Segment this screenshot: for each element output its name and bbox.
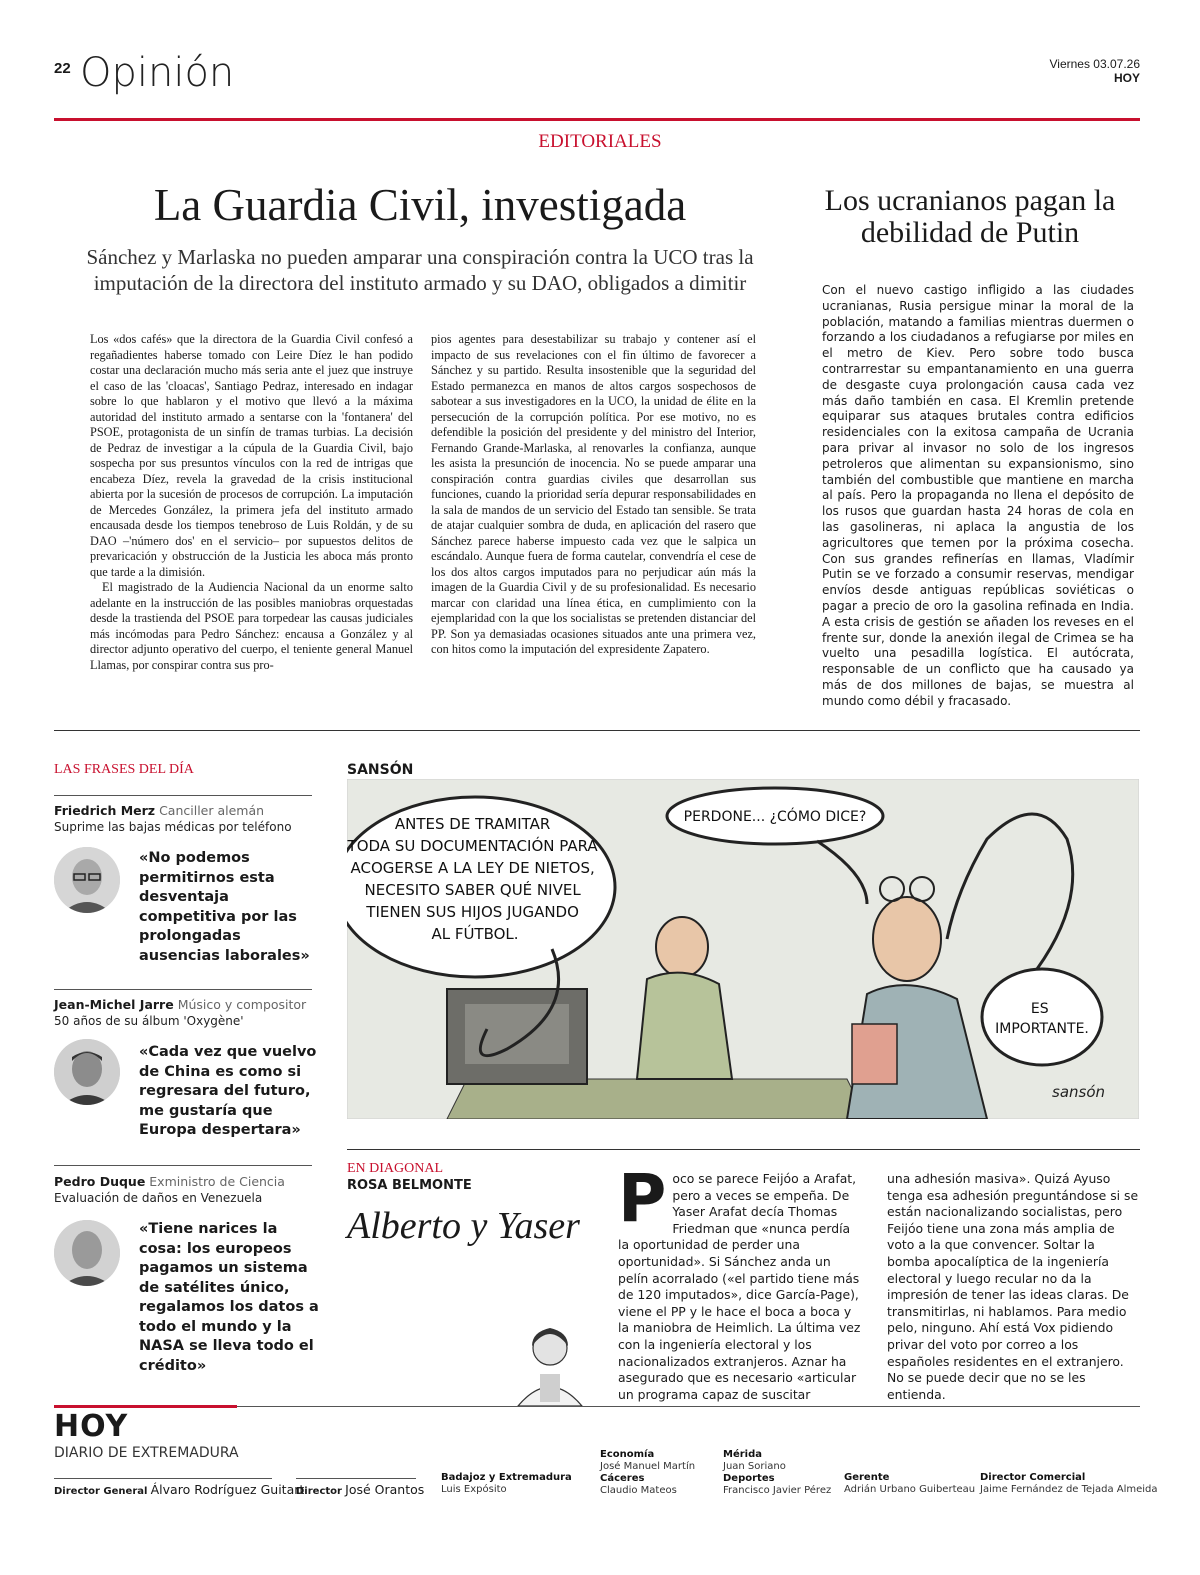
quote-context: Suprime las bajas médicas por teléfono bbox=[54, 820, 292, 834]
staff-name: Juan Soriano bbox=[723, 1461, 786, 1472]
paragraph: Los «dos cafés» que la directora de la Guardia Civil confesó a regañadientes haberse tomado con Leire Díez le han podido costar una declaración mucho más seria ante el juez que instruye el caso de las 'cloacas', Santiago Pedraz, interesado en indagar sobre lo que hablaron y el motivo que llevó a la máxima autoridad del instituto armado a sentarse con la 'fontanera' del PSOE, protagonista de un sinfín de tramas turbias. La decisión de Pedraz de investigar a la cúpula de la Guardia Civil, bajo sospecha por sus presuntos vínculos con la red de intrigas que encabeza Díez, revela la gravedad de la crisis institucional abierta por la sucesión de procesos de corrupción. La imputación de Mercedes González, la primera jefa del instituto armado encausada desde los tiempos tenebroso de Luis Roldán, y de su DAO –'número dos' en el servicio– por supuestos delitos de prevaricación y obstrucción de la Justicia les aboca más pronto que tarde a la dimisión. bbox=[90, 332, 413, 579]
bubble-text: PERDONE... ¿CÓMO DICE? bbox=[683, 809, 867, 825]
second-editorial-body: Con el nuevo castigo infligido a las ciudades ucranianas, Rusia persigue minar la moral de la población, matando a familias mientras duermen o forzando a los ciudadanos a refugiarse por miles en el metro de Kiev. Pero sobre todo busca contrarrestar su empantanamiento en una guerra de desgaste cuya prolongación causa cada vez más daño también en casa. El Kremlin pretende equiparar sus ataques brutales contra edificios residenciales con la exitosa campaña de Ucrania para privar al invasor no solo de los ingresos petroleros que alimentan su expansionismo, sino también del combustible que mantiene en marcha al país. Pero la propaganda no llena el depósito de los rusos que guardan hasta 24 horas de cola en las gasolineras, ni aplaca la angustia de los agricultores que temen por la próxima cosecha. Con sus grandes refinerías en llamas, Vladímir Putin se ve forzado a consumir reservas, mendigar envíos desde antiguas repúblicas soviéticas o pagar a precio de oro la gasolina refinada en India. A esta crisis de gestión se añaden los reveses en el frente sur, donde la anexión ilegal de Crimea se ha vuelto una pesadilla logística. El autócrata, responsable de un conflicto que ha causado ya más de dos millones de bajas, se muestra al mundo como débil y fracasado. bbox=[822, 283, 1134, 708]
bubble-text-line: ANTES DE TRAMITAR bbox=[394, 815, 551, 833]
bubble-text-line: IMPORTANTE. bbox=[995, 1021, 1089, 1037]
speaker-name: Friedrich Merz bbox=[54, 803, 156, 818]
staff-role: Cáceres bbox=[600, 1473, 645, 1484]
quotes-section-title: LAS FRASES DEL DÍA bbox=[54, 762, 194, 777]
director-label: Director General bbox=[54, 1486, 148, 1497]
author-portrait bbox=[510, 1320, 590, 1406]
column-kicker: EN DIAGONAL bbox=[347, 1161, 444, 1176]
staff-entry bbox=[844, 1472, 975, 1496]
newspaper-logo: HOY bbox=[54, 1409, 129, 1444]
cartoon-label: SANSÓN bbox=[347, 762, 414, 778]
masthead-info bbox=[1049, 57, 1140, 85]
director-name: Álvaro Rodríguez Guitart bbox=[150, 1482, 305, 1497]
column-author: ROSA BELMONTE bbox=[347, 1178, 472, 1193]
bubble-text-line: AL FÚTBOL. bbox=[431, 925, 519, 943]
avatar bbox=[54, 847, 120, 913]
main-editorial-column-1 bbox=[90, 332, 413, 673]
issue-date: Viernes 03.07.26 bbox=[1049, 57, 1140, 71]
cartoon-illustration bbox=[347, 779, 1139, 1119]
bubble-text-line: ACOGERSE A LA LEY DE NIETOS, bbox=[350, 859, 595, 877]
paper-name: HOY bbox=[1113, 71, 1140, 85]
speaker-name: Jean-Michel Jarre bbox=[54, 997, 174, 1012]
staff-name: Luis Expósito bbox=[441, 1484, 507, 1495]
divider bbox=[54, 795, 312, 796]
paragraph: El magistrado de la Audiencia Nacional da un enorme salto adelante en la instrucción de las posibles maniobras orquestadas desde la trastienda del PSOE para torpedear las causas judiciales más incómodas para Pedro Sánchez: encausa a González y al director adjunto operativo del cuerpo, el teniente general Manuel Llamas, por conspirar contra sus pro- bbox=[90, 580, 413, 672]
staff-name: Claudio Mateos bbox=[600, 1485, 677, 1496]
quote-text: «Tiene narices la cosa: los europeos pagamos un sistema de satélites único, regalamos los datos a todo el mundo y la NASA se lleva todo el crédito» bbox=[139, 1221, 319, 1374]
quote-context: 50 años de su álbum 'Oxygène' bbox=[54, 1014, 244, 1028]
column-headline: Alberto y Yaser bbox=[347, 1205, 580, 1247]
quote-block bbox=[54, 803, 324, 964]
drop-cap: P bbox=[618, 1160, 667, 1237]
staff-role: Mérida bbox=[723, 1449, 762, 1460]
staff-entry bbox=[600, 1449, 695, 1497]
bubble-text-line: TODA SU DOCUMENTACIÓN PARA bbox=[347, 837, 598, 855]
section-divider bbox=[54, 730, 1140, 731]
staff-role: Badajoz y Extremadura bbox=[441, 1472, 572, 1483]
main-editorial-headline: La Guardia Civil, investigada bbox=[153, 180, 687, 230]
footer-rule bbox=[237, 1406, 1140, 1407]
column-body-1 bbox=[618, 1160, 863, 1403]
director-label: Director bbox=[296, 1486, 342, 1497]
quote-text: «Cada vez que vuelvo de China es como si regresara del futuro, me gustaría que Europa despertara» bbox=[139, 1044, 317, 1138]
staff-name: José Manuel Martín bbox=[600, 1461, 696, 1472]
quote-block bbox=[54, 1174, 324, 1374]
newspaper-subtitle: DIARIO DE EXTREMADURA bbox=[54, 1445, 239, 1461]
section-divider bbox=[347, 1149, 1140, 1150]
staff-entry bbox=[441, 1472, 572, 1496]
section-title: Opinión bbox=[80, 50, 235, 96]
editorials-kicker: EDITORIALES bbox=[538, 131, 662, 152]
director-general bbox=[54, 1482, 304, 1497]
avatar bbox=[54, 1039, 120, 1105]
staff-role: Director Comercial bbox=[980, 1472, 1086, 1483]
bubble-text-line: NECESITO SABER QUÉ NIVEL bbox=[364, 881, 581, 899]
director bbox=[296, 1482, 424, 1497]
bubble-text-line: TIENEN SUS HIJOS JUGANDO bbox=[366, 903, 579, 921]
quote-block bbox=[54, 997, 324, 1138]
staff-name: Jaime Fernández de Tejada Almeida bbox=[980, 1484, 1158, 1495]
quote-text: «No podemos permitirnos esta desventaja competitiva por las prolongadas ausencias laborales» bbox=[139, 850, 310, 964]
main-editorial-column-2 bbox=[431, 332, 756, 658]
second-editorial-headline: Los ucranianos pagan la debilidad de Putin bbox=[824, 184, 1116, 249]
quote-context: Evaluación de daños en Venezuela bbox=[54, 1191, 263, 1205]
paragraph: pios agentes para desestabilizar su trabajo y contener así el impacto de sus revelaciones con el fin último de favorecer a Sánchez y su partido. Resulta insostenible que la seguridad del Estado permanezca en manos de altos cargos sospechosos de sabotear a sus investigadores en la UCO, la unidad de élite en la persecución de la corrupción política. Por ese motivo, no es defendible la posición del presidente y del ministro del Interior, Fernando Grande-Marlaska, al renovarles la confianza, aunque les asista la presunción de inocencia. No se puede amparar una conspiración contra guardias civiles que desarrollan sus funciones, cuando la prioridad sería depurar responsabilidades en la sala de mandos de un servicio del Estado tan sensible. Se trata de atajar cualquier sombra de duda, en aplicación del rasero que Sánchez parece haberse impuesto cada vez que le salpica un escándalo. Aunque fuera de forma cautelar, convendría el cese de los dos altos cargos imputados para no perjudicar aún más la imagen de la Guardia Civil y de su profesionalidad. Es necesario marcar con claridad una línea ética, en cumplimiento con la ejemplaridad con la que los socialistas se pretenden distanciar del PP. Son ya demasiadas ocasiones situados ante una primera vez, con hitos como la imputación del expresidente Zapatero. bbox=[431, 332, 756, 656]
column-body-2: una adhesión masiva». Quizá Ayuso tenga esa adhesión preguntándose si se están nacionalizando socialistas, pero Feijóo tiene una zona más amplia de voto a la que convencer. Soltar la bomba apocalíptica de la ingeniería electoral y luego recular no da la impresión de tener las ideas claras. De transmitirlas, ni hablamos. Para medio pelo, ninguno. Ahí está Vox pidiendo privar del voto por correo a los españoles residentes en el extranjero. No se puede decir que no se les entienda. bbox=[887, 1171, 1139, 1402]
divider bbox=[54, 989, 312, 990]
speaker-name: Pedro Duque bbox=[54, 1174, 146, 1189]
divider bbox=[54, 1165, 312, 1166]
main-editorial-subtitle: Sánchez y Marlaska no pueden amparar una conspiración contra la UCO tras la imputación de la directora del instituto armado y su DAO, obligados a dimitir bbox=[86, 245, 754, 295]
divider bbox=[296, 1478, 416, 1479]
staff-name: Adrián Urbano Guiberteau bbox=[844, 1484, 976, 1495]
bubble-text-line: ES bbox=[1030, 1001, 1049, 1017]
column-text: oco se parece Feijóo a Arafat, pero a veces se empeña. De Yaser Arafat decía Thomas Friedman que «nunca perdía la oportunidad de perder una oportunidad». Si Sánchez anda un pelín acorralado («el partido tiene más de 120 imputados», dice García-Page), viene el PP y le hace el boca a boca y la maniobra de Heimlich. La última vez con la ingeniería electoral y los nacionalizados extranjeros. Aznar ha asegurado que es necesario «articular un programa capaz de suscitar bbox=[618, 1171, 861, 1402]
director-name: José Orantos bbox=[345, 1482, 425, 1497]
footer-rule bbox=[54, 1405, 237, 1408]
header-rule bbox=[54, 118, 1140, 121]
divider bbox=[54, 1478, 272, 1479]
speaker-role: Músico y compositor bbox=[177, 997, 307, 1012]
avatar bbox=[54, 1220, 120, 1286]
staff-entry bbox=[723, 1449, 831, 1497]
speaker-role: Canciller alemán bbox=[159, 803, 265, 818]
staff-role: Economía bbox=[600, 1449, 655, 1460]
staff-entry bbox=[980, 1472, 1158, 1496]
speaker-role: Exministro de Ciencia bbox=[149, 1174, 285, 1189]
staff-name: Francisco Javier Pérez bbox=[723, 1485, 832, 1496]
page-number: 22 bbox=[54, 60, 71, 77]
staff-role: Gerente bbox=[844, 1472, 890, 1483]
cartoon-signature: sansón bbox=[1052, 1083, 1106, 1101]
staff-role: Deportes bbox=[723, 1473, 775, 1484]
